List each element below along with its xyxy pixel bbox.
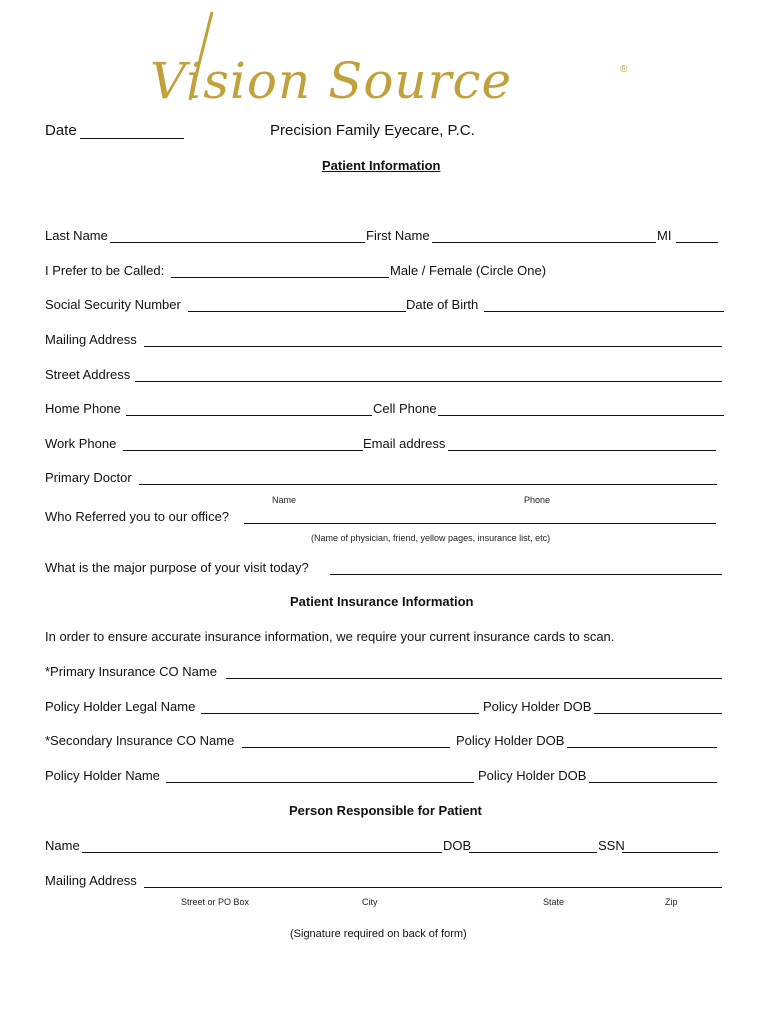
mailing-address-field[interactable] (144, 332, 722, 347)
holder-legal-name-label: Policy Holder Legal Name (45, 699, 196, 714)
referred-field[interactable] (244, 509, 716, 524)
cell-phone-field[interactable] (438, 401, 724, 416)
holder-name-label: Policy Holder Name (45, 768, 160, 783)
signature-note: (Signature required on back of form) (290, 928, 467, 940)
responsible-name-label: Name (45, 838, 80, 853)
responsible-dob-label: DOB (443, 838, 472, 853)
hint-city: City (362, 897, 378, 907)
registered-mark: ® (620, 64, 628, 75)
logo-wordmark: Vision Source (150, 52, 513, 110)
responsible-mailing-label: Mailing Address (45, 873, 137, 888)
purpose-field[interactable] (330, 560, 722, 575)
prefer-called-field[interactable] (171, 263, 389, 278)
last-name-field[interactable] (110, 228, 365, 243)
practice-name: Precision Family Eyecare, P.C. (270, 122, 475, 139)
primary-insurance-field[interactable] (226, 664, 722, 679)
mailing-address-label: Mailing Address (45, 332, 137, 347)
date-label: Date (45, 122, 77, 139)
hint-state: State (543, 897, 565, 907)
ssn-label: Social Security Number (45, 297, 181, 312)
doctor-phone-hint: Phone (524, 495, 551, 505)
work-phone-field[interactable] (123, 436, 363, 451)
email-field[interactable] (448, 436, 716, 451)
hint-zip: Zip (665, 897, 678, 907)
responsible-title: Person Responsible for Patient (289, 803, 482, 818)
mi-field[interactable] (676, 228, 718, 243)
primary-doctor-field[interactable] (139, 470, 717, 485)
purpose-label: What is the major purpose of your visit today? (45, 560, 309, 575)
responsible-mailing-field[interactable] (144, 873, 722, 888)
dob-field[interactable] (484, 297, 724, 312)
first-name-field[interactable] (432, 228, 656, 243)
vision-source-logo (150, 10, 640, 110)
referred-hint: (Name of physician, friend, yellow pages, insurance list, etc) (311, 533, 551, 543)
prefer-called-label: I Prefer to be Called: (45, 263, 165, 278)
holder-name-field[interactable] (166, 768, 474, 783)
secondary-insurance-field[interactable] (242, 733, 450, 748)
holder-dob-3-field[interactable] (589, 768, 717, 783)
secondary-insurance-label: *Secondary Insurance CO Name (45, 733, 235, 748)
doctor-name-hint: Name (272, 495, 297, 505)
last-name-label: Last Name (45, 228, 108, 243)
hint-street: Street or PO Box (181, 897, 250, 907)
responsible-ssn-label: SSN (598, 838, 625, 853)
holder-dob-1-field[interactable] (594, 699, 722, 714)
insurance-notice: In order to ensure accurate insurance information, we require your current insurance cards to scan. (45, 629, 615, 644)
holder-dob-3-label: Policy Holder DOB (478, 768, 587, 783)
first-name-label: First Name (366, 228, 430, 243)
gender-label: Male / Female (Circle One) (390, 263, 547, 278)
home-phone-field[interactable] (126, 401, 372, 416)
street-address-field[interactable] (135, 367, 722, 382)
responsible-dob-field[interactable] (469, 838, 597, 853)
primary-insurance-label: *Primary Insurance CO Name (45, 664, 217, 679)
work-phone-label: Work Phone (45, 436, 117, 451)
responsible-ssn-field[interactable] (622, 838, 718, 853)
ssn-field[interactable] (188, 297, 406, 312)
cell-phone-label: Cell Phone (373, 401, 437, 416)
holder-legal-name-field[interactable] (201, 699, 479, 714)
home-phone-label: Home Phone (45, 401, 121, 416)
primary-doctor-label: Primary Doctor (45, 470, 132, 485)
dob-label: Date of Birth (406, 297, 479, 312)
holder-dob-1-label: Policy Holder DOB (483, 699, 592, 714)
holder-dob-2-field[interactable] (567, 733, 717, 748)
responsible-name-field[interactable] (82, 838, 442, 853)
referred-label: Who Referred you to our office? (45, 509, 230, 524)
patient-info-title: Patient Information (322, 158, 441, 173)
insurance-title: Patient Insurance Information (290, 594, 474, 609)
date-field[interactable] (80, 124, 184, 139)
holder-dob-2-label: Policy Holder DOB (456, 733, 565, 748)
mi-label: MI (657, 228, 672, 243)
email-label: Email address (363, 436, 446, 451)
street-address-label: Street Address (45, 367, 131, 382)
